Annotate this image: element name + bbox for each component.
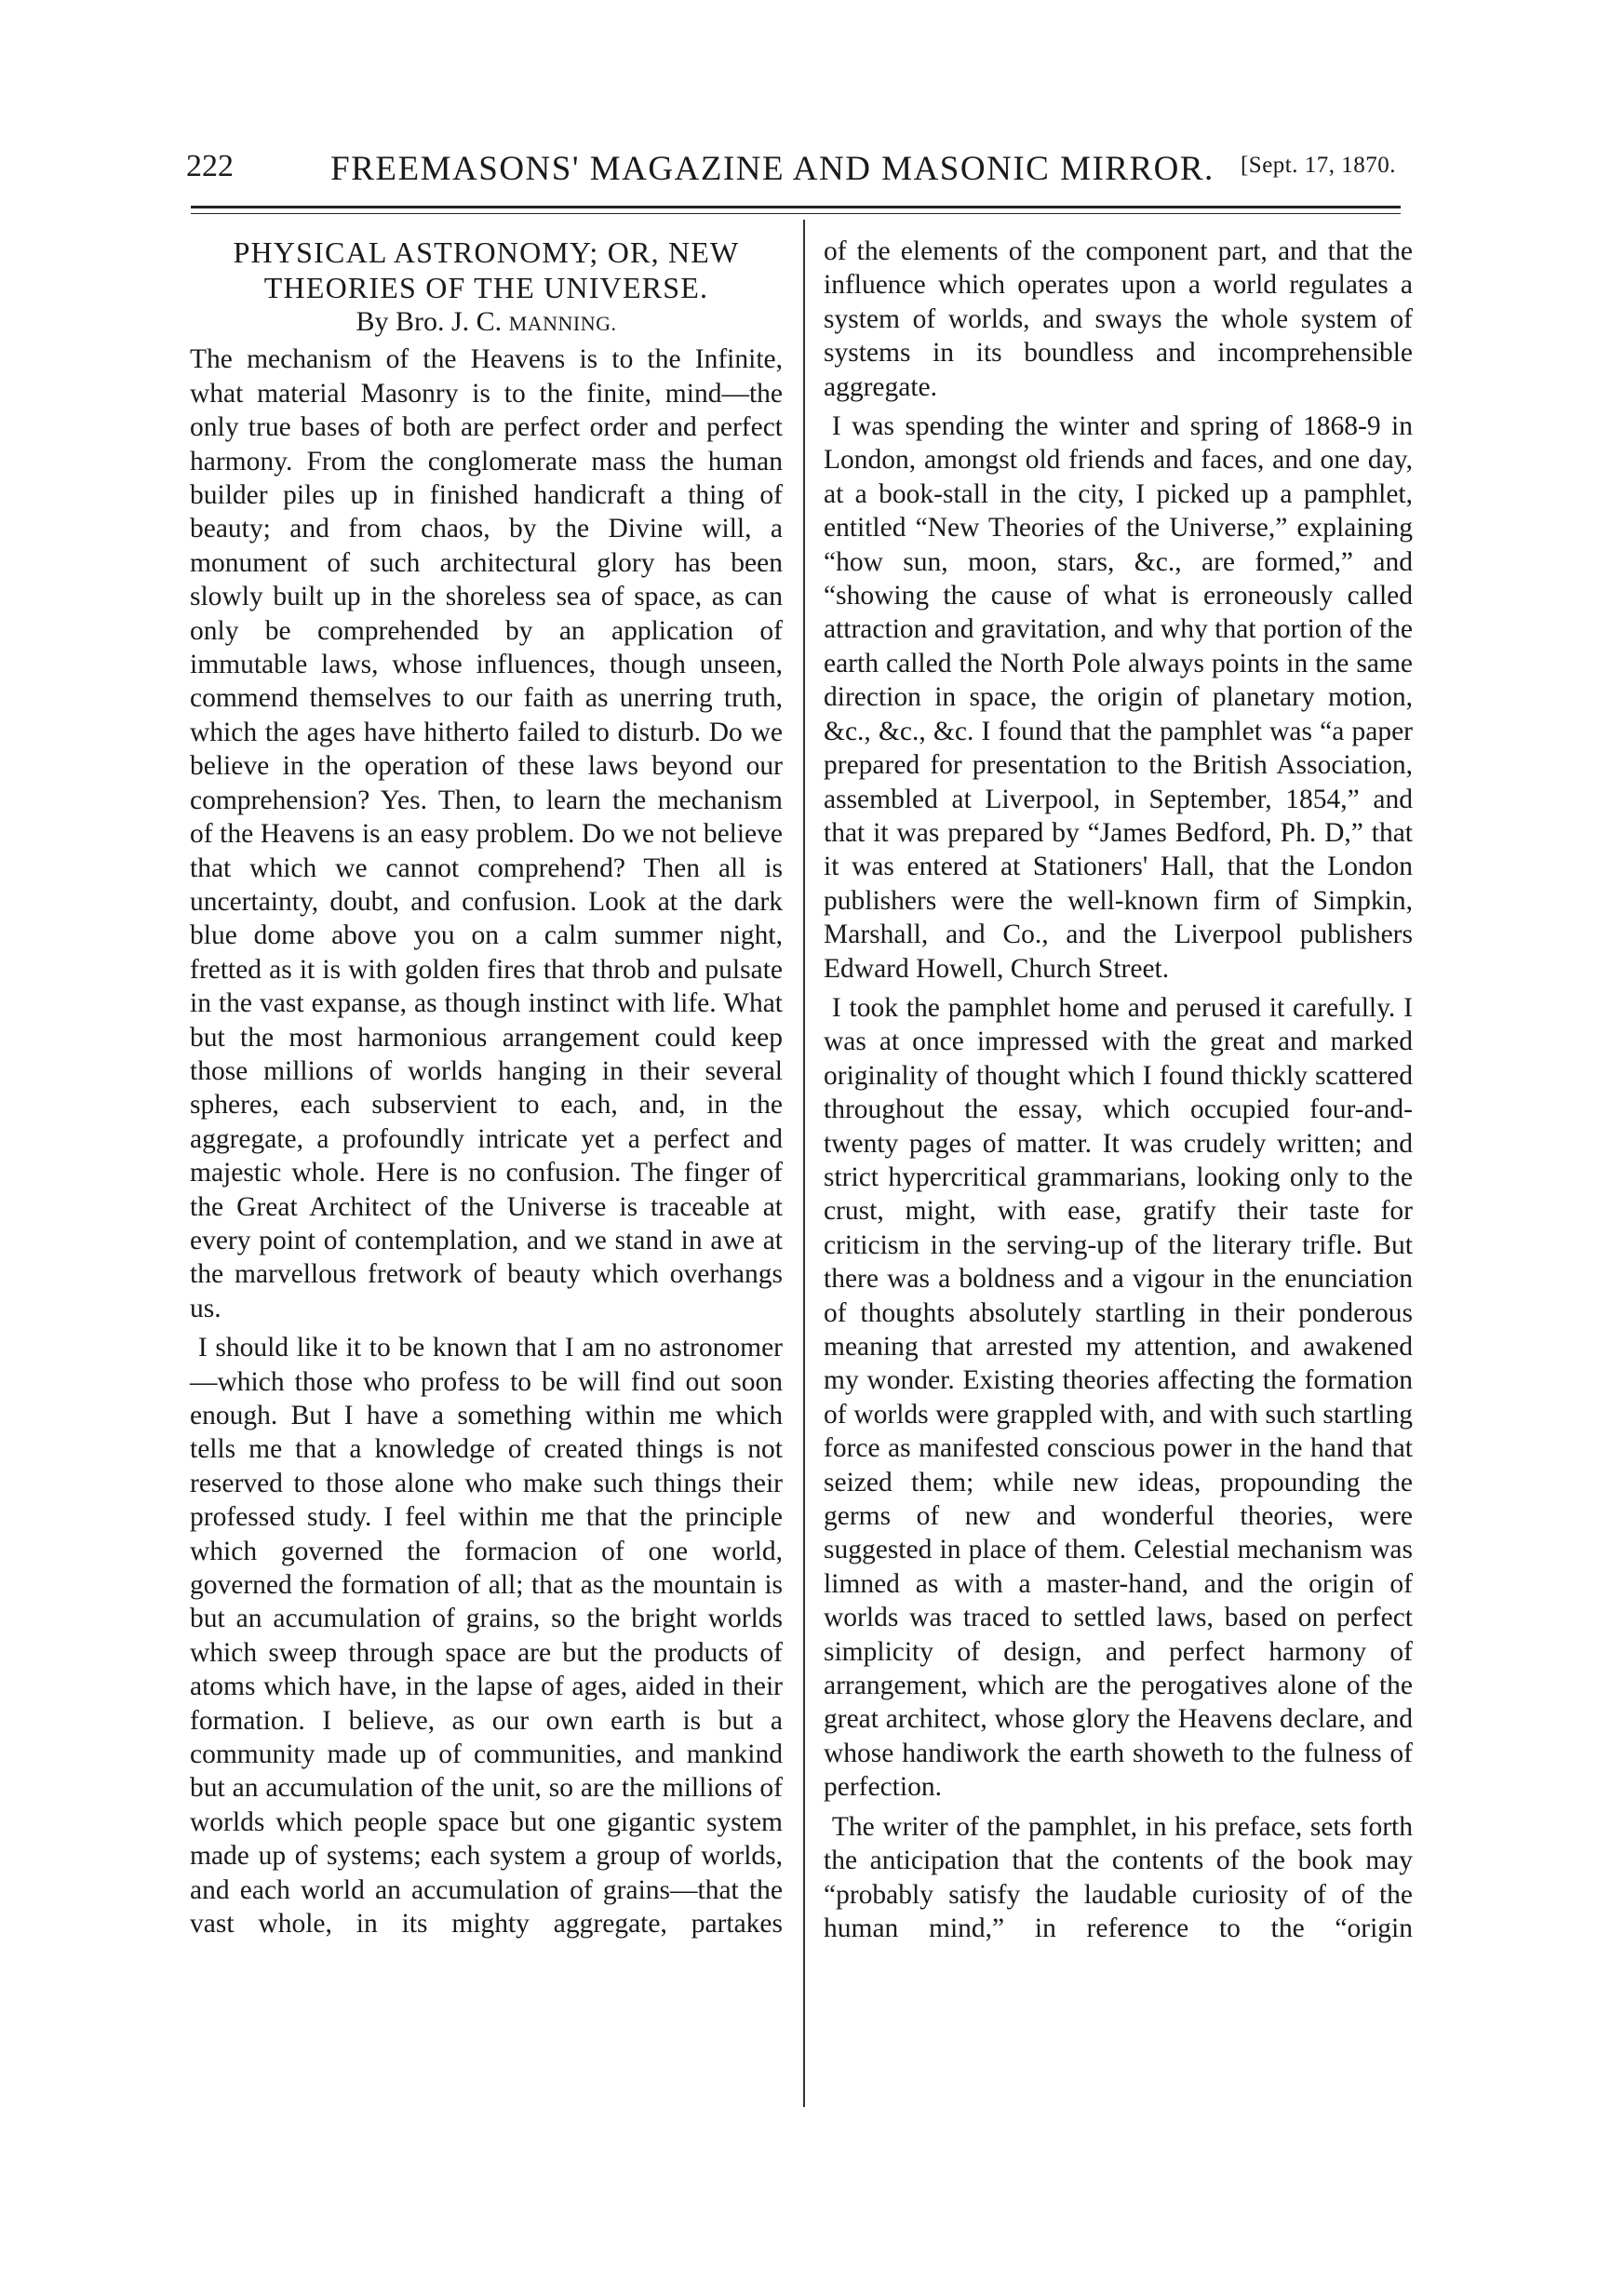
right-column [824, 235, 1413, 1951]
article-title-line-2: THEORIES OF THE UNIVERSE. [263, 271, 709, 304]
paragraph: I took the pamphlet home and perused it carefully. I was at once impressed with the great and marked originality of thought which I found thickly scattered throughout the essay, which occupied four-and-twenty pages of matter. It was crudely written; and strict hypercritical grammarians, looking only to the crust, might, with ease, gratify their taste for criticism in the serving-up of the literary trifle. But there was a boldness and a vigour in the enunciation of thoughts absolutely startling in their ponderous meaning that arrested my attention, and awakened my wonder. Existing theories affecting the formation of worlds were grappled with, and with such startling force as manifested conscious power in the hand that seized them; while new ideas, propounding the germs of new and wonderful theories, were suggested in place of them. Celestial mechanism was limned as with a master-hand, and the origin of worlds was traced to settled laws, based on perfect simplicity of design, and perfect harmony of arrangement, which are the perogatives alone of the great architect, whose glory the Heavens declare, and whose handiwork the earth showeth to the fulness of perfection. [824, 992, 1413, 1803]
paragraph: I was spending the winter and spring of 1868-9 in London, amongst old friends and faces, and one day, at a book-stall in the city, I picked up a pamphlet, entitled “New Theories of the Universe,” explaining “how sun, moon, stars, &c., are formed,” and “showing the cause of what is erroneously called attraction and gravitation, and why that portion of the earth called the North Pole always points in the same direction in space, the origin of planetary motion, &c., &c., &c. I found that the pamphlet was “a paper prepared for presentation to the British Association, assembled at Liverpool, in September, 1854,” and that it was prepared by “James Bedford, Ph. D,” that it was entered at Stationers' Hall, that the London publishers were the well-known firm of Simpkin, Marshall, and Co., and the Liverpool publishers Edward Howell, Church Street. [824, 411, 1413, 984]
running-title: FREEMASONS' MAGAZINE AND MASONIC MIRROR. [330, 150, 1215, 188]
paragraph: of the elements of the component part, and that the influence which operates upon a world regulates a system of worlds, and sways the whole system of systems in its boundless and incomprehensible aggregate. [824, 236, 1413, 402]
page-header [186, 149, 1396, 195]
paragraph: The writer of the pamphlet, in his preface, sets forth the anticipation that the contents of the book may “probably satisfy the laudable curiosity of of the human mind,” in reference to the “origin [824, 1811, 1413, 1943]
header-rule-thin [191, 213, 1401, 214]
byline-prefix: By Bro. J. C. [356, 306, 503, 337]
column-divider [803, 220, 805, 2107]
article-title [190, 235, 783, 305]
byline-author: MANNING. [508, 312, 617, 335]
page-number: 222 [186, 149, 234, 183]
header-rule-thick [191, 206, 1401, 208]
paragraph: The mechanism of the Heavens is to the Infinite, what material Masonry is to the finite, mind—the only true bases of both are perfect order and perfect harmony. From the conglomerate mass the human builder piles up in finished handicraft a thing of beauty; and from chaos, by the Divine will, a monument of such architectural glory has been slowly built up in the shoreless sea of space, as can only be comprehended by an application of immutable laws, whose influences, though unseen, commend themselves to our faith as unerring truth, which the ages have hitherto failed to disturb. Do we believe in the operation of these laws beyond our comprehension? Yes. Then, to learn the mechanism of the Heavens is an easy problem. Do we not believe that which we cannot comprehend? Then all is uncertainty, doubt, and confusion. Look at the dark blue dome above you on a calm summer night, fretted as it is with golden fires that throb and pulsate in the vast expanse, as though instinct with life. What but the most harmonious arrangement could keep those millions of worlds hanging in their several spheres, each subservient to each, and, in the aggregate, a profoundly intricate yet a perfect and majestic whole. Here is no confusion. The finger of the Great Architect of the Universe is traceable at every point of contemplation, and we stand in awe at the marvellous fretwork of beauty which overhangs us. [190, 344, 783, 1323]
byline [190, 305, 783, 341]
paragraph: I should like it to be known that I am no astronomer—which those who profess to be will find out soon enough. But I have a something within me which tells me that a knowledge of created things is not reserved to those alone who make such things their professed study. I feel within me that the principle which governed the formacion of one world, governed the formation of all; that as the mountain is but an accumulation of grains, so the bright worlds which sweep through space are but the products of atoms which have, in the lapse of ages, aided in their formation. I believe, as our own earth is but a community made up of communities, and mankind but an accumulation of the unit, so are the millions of worlds which people space but one gigantic system made up of systems; each system a group of worlds, and each world an accumulation of grains—that the vast whole, in its mighty aggregate, partakes [190, 1333, 783, 1940]
left-column [190, 235, 783, 1947]
issue-date: [Sept. 17, 1870. [1240, 153, 1396, 178]
article-title-line-1: PHYSICAL ASTRONOMY; OR, NEW [233, 235, 740, 269]
